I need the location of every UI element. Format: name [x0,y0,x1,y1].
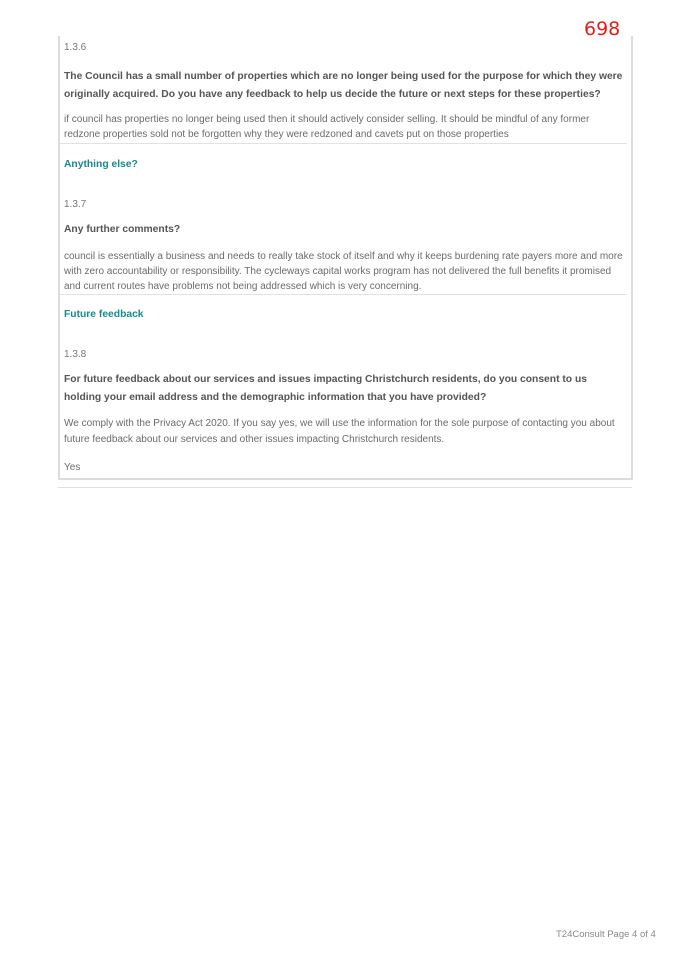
question-text: The Council has a small number of properties which are no longer being used for the purpose for which they were originally acquired. Do you have any feedback to help us decide the future or next steps for these properties? [64,71,623,100]
answer-text: Yes [64,462,81,473]
bottom-divider [58,487,632,488]
question-text: For future feedback about our services and issues impacting Christchurch residents, do you consent to us holding your email address and the demographic information that you have provided? [64,374,587,403]
answer-text: if council has properties no longer being used then it should actively consider selling. It should be mindful of any former redzone properties sold not be forgotten why they were redzoned and cavets put on those properties [64,114,590,140]
section-heading-future-feedback: Future feedback [64,309,144,320]
answer-text: council is essentially a business and needs to really take stock of itself and why it keeps burdening rate payers more and more with zero accountability or responsibility. The cycleways capital works program has not delivered the full benefits it promised and current routes have problems not being addressed which is very concerning. [64,251,623,292]
question-number: 1.3.7 [64,199,87,210]
response-card [58,36,633,480]
page-footer: T24Consult Page 4 of 4 [556,929,656,940]
divider [60,143,627,144]
divider [60,294,627,295]
page-stamp-number: 698 [584,18,621,40]
question-text: Any further comments? [64,224,181,235]
question-number: 1.3.6 [64,42,87,53]
question-description: We comply with the Privacy Act 2020. If you say yes, we will use the information for the sole purpose of contacting you about future feedback about our services and other issues impacting Christchurch residents. [64,418,615,445]
section-heading-anything-else: Anything else? [64,159,138,170]
question-number: 1.3.8 [64,349,87,360]
